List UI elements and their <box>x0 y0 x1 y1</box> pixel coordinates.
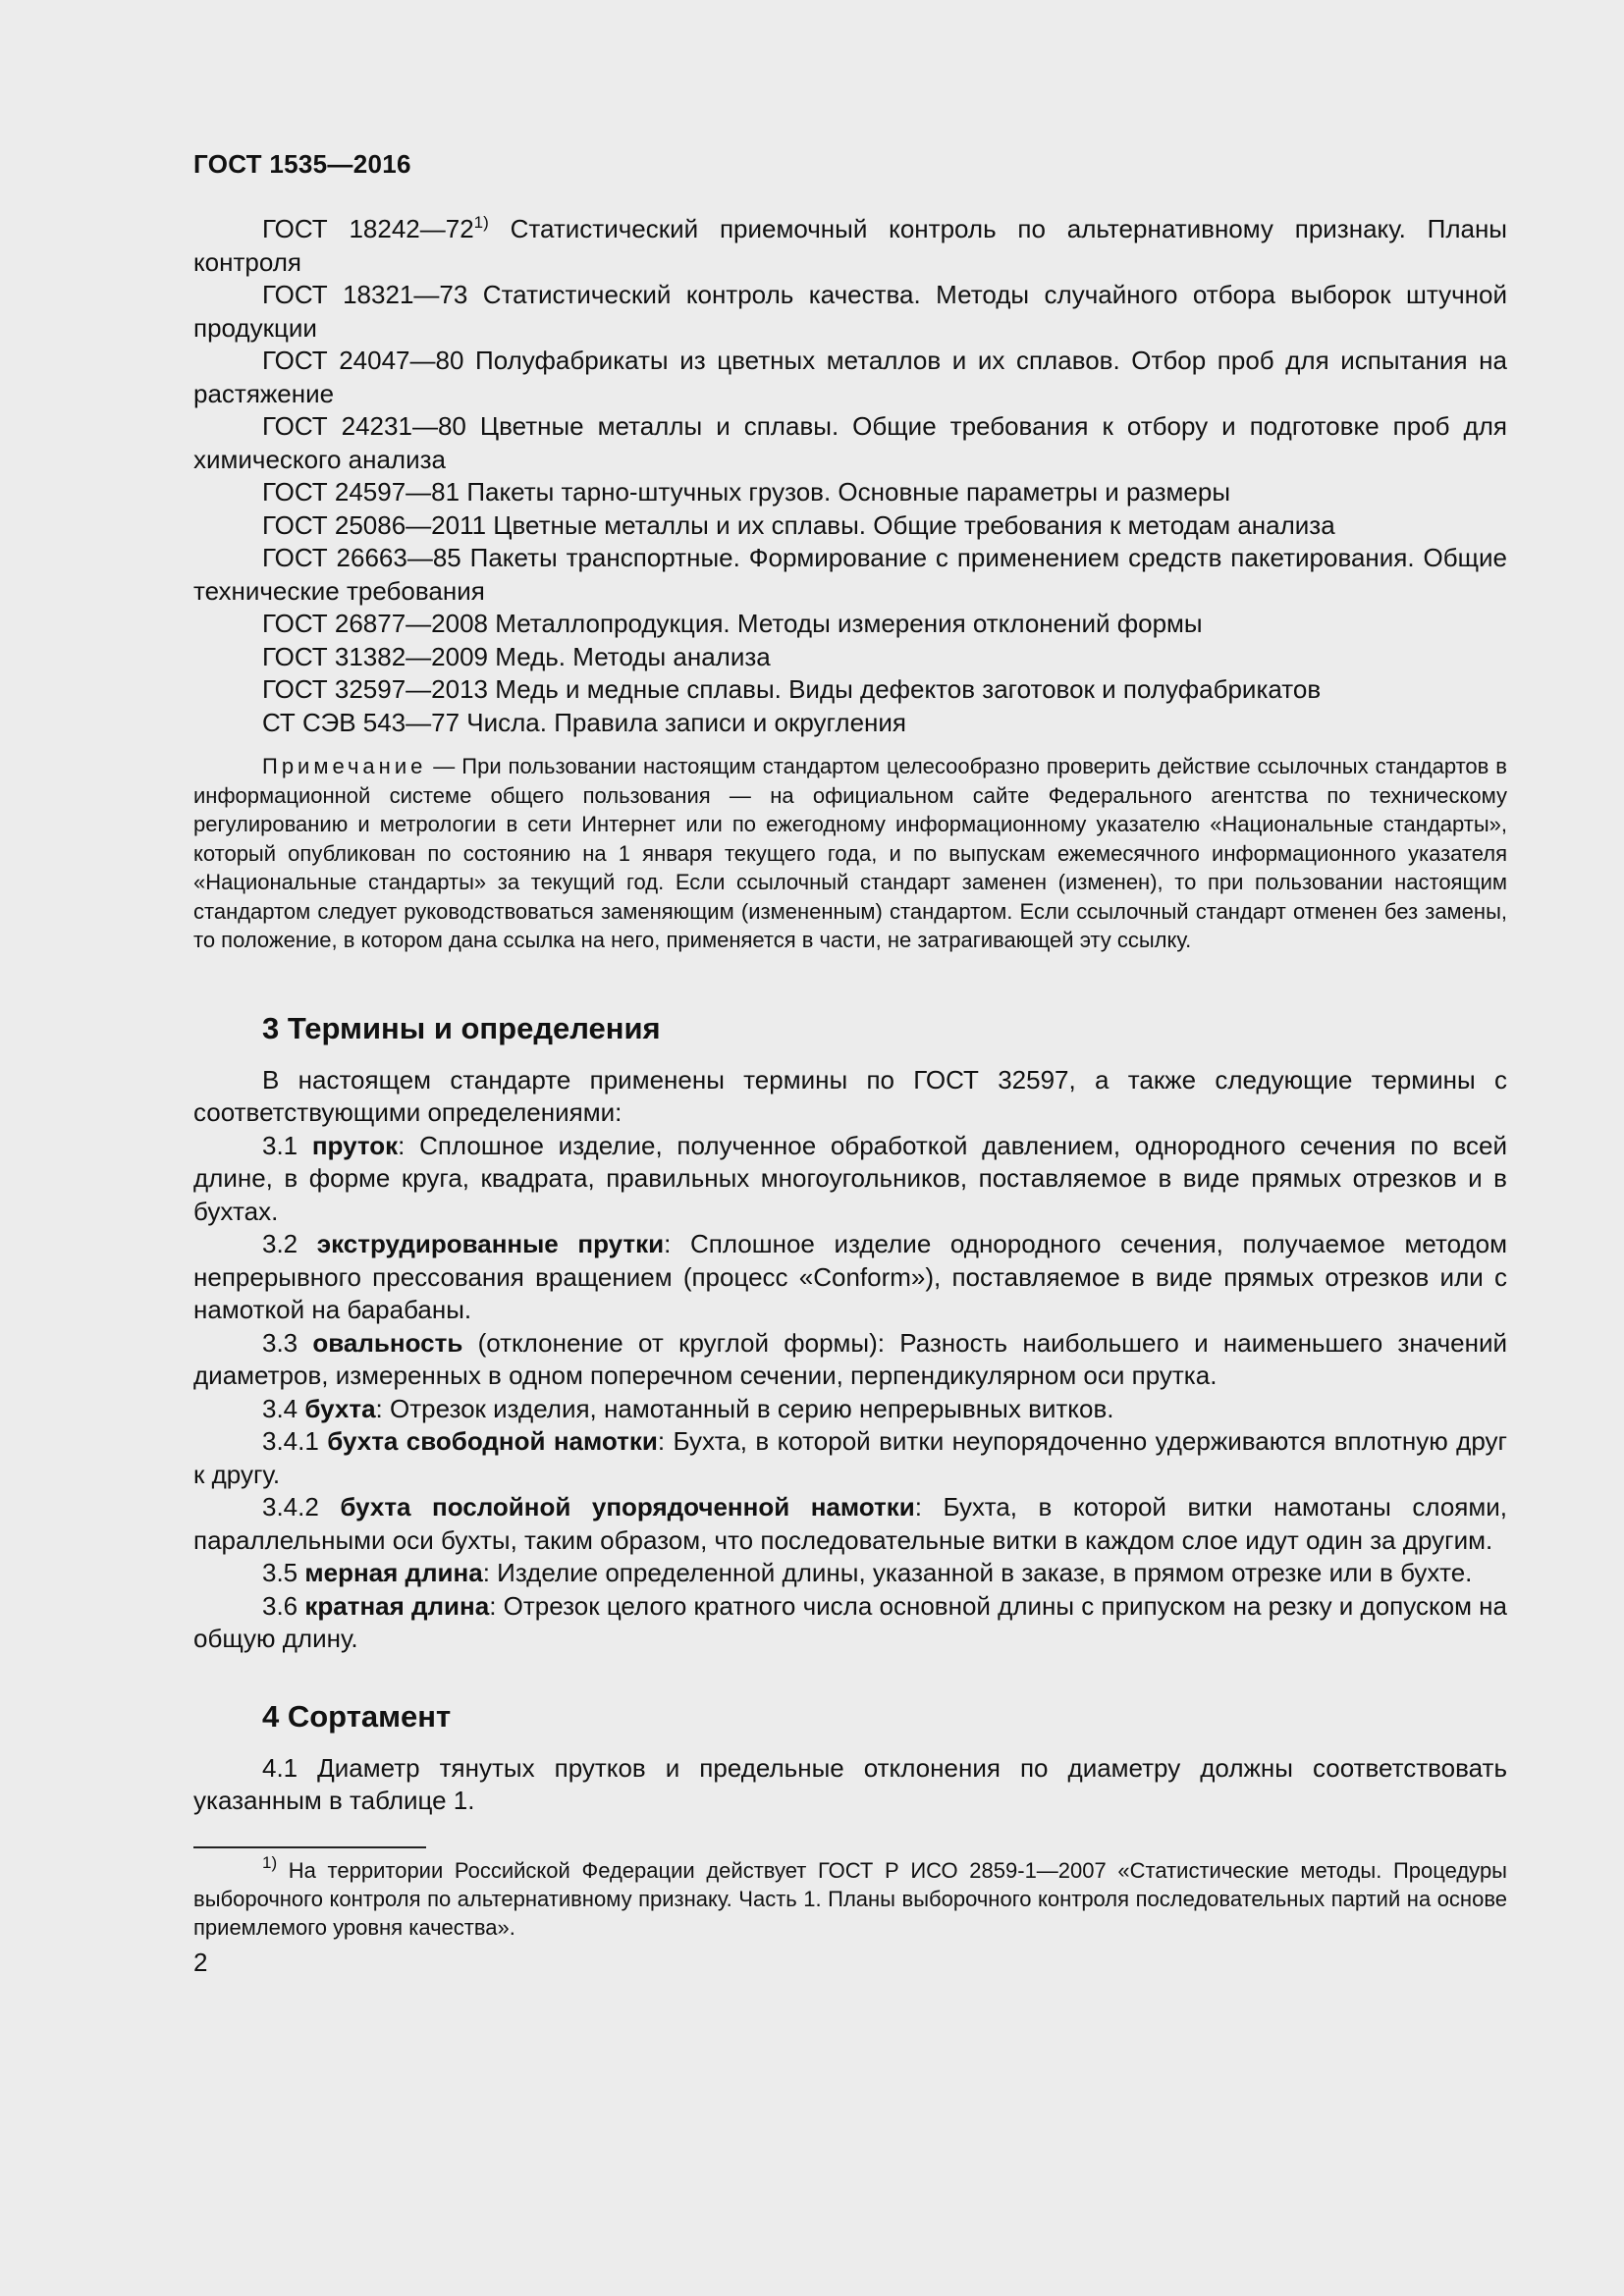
reference-item <box>193 213 1507 279</box>
reference-code: ГОСТ 18321—73 <box>262 280 468 309</box>
note-paragraph <box>193 752 1507 955</box>
reference-title: Пакеты транспортные. Формирование с применением средств пакетирования. Общие технические требования <box>193 543 1507 606</box>
term-definition <box>193 1425 1507 1491</box>
footnote-divider <box>193 1846 426 1848</box>
reference-item <box>193 641 1507 674</box>
page-number: 2 <box>193 1947 208 1977</box>
term-text: : Изделие определенной длины, указанной в заказе, в прямом отрезке или в бухте. <box>482 1558 1473 1587</box>
footnote-mark: 1) <box>262 1852 278 1872</box>
reference-item <box>193 410 1507 476</box>
term-name: кратная длина <box>304 1590 490 1621</box>
term-number: 3.6 <box>262 1590 305 1621</box>
term-definition <box>193 1557 1507 1590</box>
term-name: экструдированные прутки <box>316 1229 665 1258</box>
note-label: Примечание <box>262 754 427 778</box>
reference-item <box>193 345 1507 410</box>
reference-title: Полуфабрикаты из цветных металлов и их сплавов. Отбор проб для испытания на растяжение <box>193 346 1507 408</box>
reference-item <box>193 673 1507 707</box>
reference-item <box>193 476 1507 509</box>
reference-title: Статистический приемочный контроль по альтернативному признаку. Планы контроля <box>193 214 1507 277</box>
reference-code: ГОСТ 26663—85 <box>262 543 461 572</box>
reference-code: ГОСТ 18242—72 <box>262 214 474 243</box>
term-definition <box>193 1590 1507 1656</box>
term-definition <box>193 1491 1507 1557</box>
term-definition <box>193 1228 1507 1327</box>
reference-code: ГОСТ 24231—80 <box>262 411 466 441</box>
term-text: : Разность наибольшего и наименьшего значений диаметров, измеренных в одном поперечном сечении, перпендикулярном оси прутка. <box>193 1327 1507 1390</box>
reference-item <box>193 608 1507 641</box>
section-4-title: 4 Сортамент <box>262 1698 452 1734</box>
reference-title: Цветные металлы и их сплавы. Общие требования к методам анализа <box>486 509 1335 540</box>
term-name: овальность <box>312 1327 463 1358</box>
reference-item <box>193 509 1507 543</box>
term-qualifier: (отклонение от круглой формы) <box>462 1327 878 1358</box>
term-name: бухта послойной упорядоченной намотки <box>340 1492 915 1522</box>
term-name: мерная длина <box>304 1558 483 1587</box>
term-text: : Сплошное изделие однородного сечения, получаемое методом непрерывного прессования вращением (процесс «Conform»), поставляемое в виде прямых отрезков или с намоткой на барабаны. <box>193 1229 1507 1324</box>
term-name: бухта свободной намотки <box>327 1426 658 1456</box>
term-text: : Бухта, в которой витки намотаны слоями, параллельными оси бухты, таким образом, что последовательные витки в каждом слое идут один за другим. <box>193 1492 1507 1555</box>
term-number: 3.4 <box>262 1393 305 1423</box>
section-3-intro: В настоящем стандарте применены термины по ГОСТ 32597, а также следующие термины с соответствующими определениями: <box>193 1064 1507 1127</box>
note-dash: — <box>426 754 462 778</box>
term-name: пруток <box>311 1130 399 1160</box>
section-4-paragraph: 4.1 Диаметр тянутых прутков и предельные отклонения по диаметру должны соответствовать указанным в таблице 1. <box>193 1752 1507 1815</box>
reference-item <box>193 707 1507 740</box>
reference-title: Медь и медные сплавы. Виды дефектов заготовок и полуфабрикатов <box>488 674 1322 704</box>
term-number: 3.5 <box>262 1558 305 1587</box>
term-text: : Отрезок целого кратного числа основной длины с припуском на резку и допуском на общую длину. <box>193 1590 1508 1653</box>
reference-item <box>193 542 1507 608</box>
term-number: 3.4.2 <box>262 1492 341 1522</box>
page-content <box>193 147 1507 1979</box>
reference-code: ГОСТ 32597—2013 <box>262 674 489 704</box>
reference-title: Цветные металлы и сплавы. Общие требования к отбору и подготовке проб для химического анализа <box>193 411 1507 474</box>
reference-code: ГОСТ 31382—2009 <box>262 641 489 671</box>
reference-title: Пакеты тарно-штучных грузов. Основные параметры и размеры <box>460 477 1231 507</box>
reference-item <box>193 279 1507 345</box>
term-definition <box>193 1130 1507 1229</box>
reference-code: СТ СЭВ 543—77 <box>262 707 460 737</box>
term-name: бухта <box>304 1393 376 1423</box>
reference-title: Медь. Методы анализа <box>488 641 771 671</box>
term-definition <box>193 1393 1507 1426</box>
term-number: 3.4.1 <box>262 1426 328 1456</box>
term-number: 3.2 <box>262 1229 317 1258</box>
footnote <box>193 1852 1507 1942</box>
reference-title: Металлопродукция. Методы измерения отклонений формы <box>488 609 1203 638</box>
reference-title: Статистический контроль качества. Методы случайного отбора выборок штучной продукции <box>193 280 1507 343</box>
document-header: ГОСТ 1535—2016 <box>193 149 411 179</box>
term-number: 3.1 <box>262 1130 312 1160</box>
reference-code: ГОСТ 26877—2008 <box>262 609 489 638</box>
reference-title: Числа. Правила записи и округления <box>460 707 906 737</box>
normative-references-list <box>193 213 1507 739</box>
note-text: При пользовании настоящим стандартом целесообразно проверить действие ссылочных стандартов в информационной системе общего пользования — на официальном сайте Федерального агентства по техническому регулированию и метрологии в сети Интернет или по ежегодному информационному указателю «Национальные стандарты», который опубликован по состоянию на 1 января текущего года, и по выпускам ежемесячного информационного указателя «Национальные стандарты» за текущий год. Если ссылочный стандарт заменен (изменен), то при пользовании настоящим стандартом следует руководствоваться заменяющим (измененным) стандартом. Если ссылочный стандарт отменен без замены, то положение, в котором дана ссылка на него, применяется в части, не затрагивающей эту ссылку. <box>193 754 1507 952</box>
term-text: : Бухта, в которой витки неупорядоченно удерживаются вплотную друг к другу. <box>193 1426 1507 1489</box>
footnote-text: На территории Российской Федерации действует ГОСТ Р ИСО 2859-1—2007 «Статистические методы. Процедуры выборочного контроля по альтернативному признаку. Часть 1. Планы выборочного контроля последовательных партий на основе приемлемого уровня качества». <box>193 1857 1507 1940</box>
term-number: 3.3 <box>262 1327 313 1358</box>
term-definition <box>193 1327 1507 1393</box>
term-text: : Отрезок изделия, намотанный в серию непрерывных витков. <box>375 1393 1114 1423</box>
reference-code: ГОСТ 24047—80 <box>262 346 464 375</box>
reference-code: ГОСТ 24597—81 <box>262 477 460 507</box>
section-3-title: 3 Термины и определения <box>262 1010 661 1045</box>
reference-code: ГОСТ 25086—2011 <box>262 509 487 540</box>
footnote-mark: 1) <box>473 213 489 232</box>
term-text: : Сплошное изделие, полученное обработкой давлением, однородного сечения по всей длине, в форме круга, квадрата, правильных многоугольников, поставляемое в виде прямых отрезков и в бухтах. <box>193 1130 1507 1226</box>
